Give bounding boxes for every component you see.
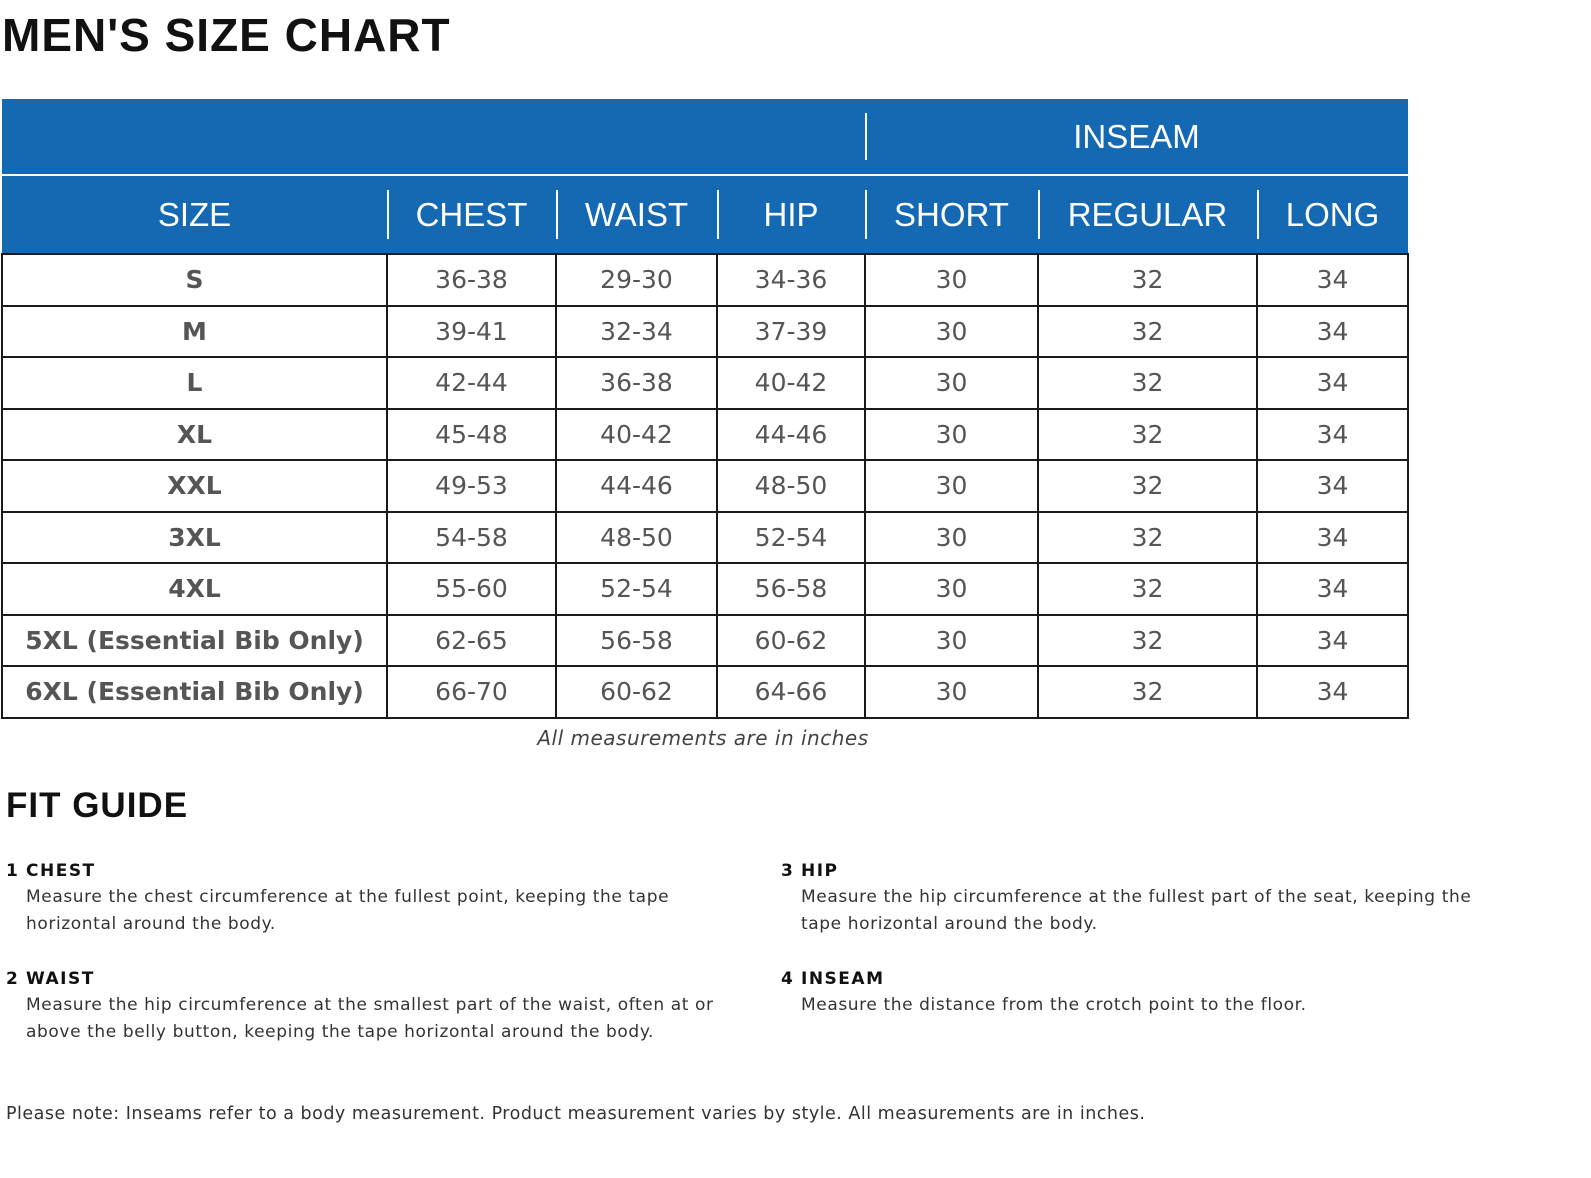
fit-guide-item-text: Measure the hip circumference at the smallest part of the waist, often at or above the belly button, keeping the tape horizontal around the body.: [26, 995, 714, 1042]
measurement-cell: 52-54: [556, 563, 717, 615]
measurement-cell: 29-30: [556, 254, 717, 306]
measurement-cell: 55-60: [387, 563, 556, 615]
measurement-cell: 52-54: [717, 512, 865, 564]
fit-guide-item-title: CHEST: [26, 861, 96, 881]
size-cell: 4XL: [2, 563, 387, 615]
measurement-cell: 30: [865, 615, 1038, 667]
fit-guide-item-number: 2: [6, 969, 20, 989]
table-row: [2, 666, 1408, 718]
header-group-blank: [2, 99, 865, 175]
measurement-cell: 34: [1257, 357, 1408, 409]
table-row: [2, 615, 1408, 667]
measurement-cell: 34-36: [717, 254, 865, 306]
measurement-cell: 60-62: [717, 615, 865, 667]
measurement-cell: 34: [1257, 563, 1408, 615]
measurement-cell: 56-58: [556, 615, 717, 667]
measurement-cell: 34: [1257, 306, 1408, 358]
measurement-cell: 32: [1038, 460, 1257, 512]
header-column-row: [2, 175, 1408, 254]
measurement-cell: 36-38: [387, 254, 556, 306]
measurement-cell: 48-50: [717, 460, 865, 512]
measurement-cell: 30: [865, 563, 1038, 615]
measurement-cell: 34: [1257, 512, 1408, 564]
fit-guide-item-text: Measure the hip circumference at the fullest part of the seat, keeping the tape horizontal around the body.: [801, 887, 1472, 934]
fit-guide-item-header: [781, 966, 1501, 992]
fit-guide-item-text: Measure the distance from the crotch point to the floor.: [801, 995, 1307, 1015]
column-header-waist: WAIST: [556, 175, 717, 254]
size-cell: XXL: [2, 460, 387, 512]
column-header-chest: CHEST: [387, 175, 556, 254]
measurement-cell: 54-58: [387, 512, 556, 564]
measurement-cell: 30: [865, 357, 1038, 409]
fit-guide-item-text: Measure the chest circumference at the fullest point, keeping the tape horizontal around the body.: [26, 887, 670, 934]
measurement-cell: 39-41: [387, 306, 556, 358]
measurement-cell: 62-65: [387, 615, 556, 667]
measurement-cell: 30: [865, 254, 1038, 306]
measurement-cell: 44-46: [717, 409, 865, 461]
measurement-cell: 56-58: [717, 563, 865, 615]
table-row: [2, 512, 1408, 564]
fit-guide-item-chest: [6, 858, 726, 938]
fit-guide-item-number: 3: [781, 861, 795, 881]
fit-guide-item-inseam: [781, 966, 1501, 1019]
column-header-short: SHORT: [865, 175, 1038, 254]
measurement-cell: 34: [1257, 409, 1408, 461]
measurement-cell: 30: [865, 409, 1038, 461]
measurement-cell: 34: [1257, 460, 1408, 512]
column-header-hip: HIP: [717, 175, 865, 254]
measurement-cell: 32: [1038, 409, 1257, 461]
measurement-cell: 44-46: [556, 460, 717, 512]
size-cell: 6XL (Essential Bib Only): [2, 666, 387, 718]
page-title: MEN'S SIZE CHART: [2, 9, 451, 61]
column-header-long: LONG: [1257, 175, 1408, 254]
table-row: [2, 460, 1408, 512]
measurement-cell: 36-38: [556, 357, 717, 409]
fit-guide-item-title: INSEAM: [801, 969, 885, 989]
bottom-note: Please note: Inseams refer to a body measurement. Product measurement varies by style. All measurements are in inches.: [6, 1104, 1146, 1124]
measurement-cell: 32: [1038, 254, 1257, 306]
measurement-cell: 32: [1038, 357, 1257, 409]
measurement-cell: 32-34: [556, 306, 717, 358]
fit-guide-item-waist: [6, 966, 726, 1046]
table-body: [2, 254, 1408, 718]
fit-guide-item-header: [6, 858, 726, 884]
measurement-cell: 34: [1257, 254, 1408, 306]
size-cell: S: [2, 254, 387, 306]
header-group-row: [2, 99, 1408, 175]
table-row: [2, 563, 1408, 615]
table-row: [2, 306, 1408, 358]
measurement-cell: 64-66: [717, 666, 865, 718]
measurement-cell: 34: [1257, 666, 1408, 718]
column-header-size: SIZE: [2, 175, 387, 254]
fit-guide-title: FIT GUIDE: [6, 786, 189, 825]
measurement-cell: 42-44: [387, 357, 556, 409]
fit-guide-item-title: HIP: [801, 861, 839, 881]
fit-guide-item-hip: [781, 858, 1501, 938]
measurement-cell: 37-39: [717, 306, 865, 358]
measurement-cell: 32: [1038, 306, 1257, 358]
measurement-cell: 32: [1038, 615, 1257, 667]
header-group-inseam: INSEAM: [865, 99, 1408, 175]
size-cell: 3XL: [2, 512, 387, 564]
fit-guide-item-number: 1: [6, 861, 20, 881]
column-header-regular: REGULAR: [1038, 175, 1257, 254]
table-row: [2, 409, 1408, 461]
table-row: [2, 357, 1408, 409]
measurement-cell: 48-50: [556, 512, 717, 564]
size-cell: 5XL (Essential Bib Only): [2, 615, 387, 667]
size-chart-table: [1, 99, 1409, 719]
measurement-cell: 30: [865, 512, 1038, 564]
fit-guide-item-header: [6, 966, 726, 992]
measurement-cell: 66-70: [387, 666, 556, 718]
measurement-cell: 32: [1038, 512, 1257, 564]
fit-guide-item-number: 4: [781, 969, 795, 989]
size-cell: L: [2, 357, 387, 409]
measurement-cell: 34: [1257, 615, 1408, 667]
size-cell: M: [2, 306, 387, 358]
measurement-cell: 30: [865, 666, 1038, 718]
measurement-cell: 30: [865, 306, 1038, 358]
measurement-cell: 32: [1038, 563, 1257, 615]
fit-guide-item-title: WAIST: [26, 969, 95, 989]
measurement-cell: 40-42: [556, 409, 717, 461]
measurement-note: All measurements are in inches: [537, 726, 869, 750]
measurement-cell: 30: [865, 460, 1038, 512]
measurement-cell: 60-62: [556, 666, 717, 718]
table-row: [2, 254, 1408, 306]
measurement-cell: 32: [1038, 666, 1257, 718]
size-cell: XL: [2, 409, 387, 461]
measurement-cell: 40-42: [717, 357, 865, 409]
measurement-cell: 45-48: [387, 409, 556, 461]
fit-guide-item-header: [781, 858, 1501, 884]
measurement-cell: 49-53: [387, 460, 556, 512]
